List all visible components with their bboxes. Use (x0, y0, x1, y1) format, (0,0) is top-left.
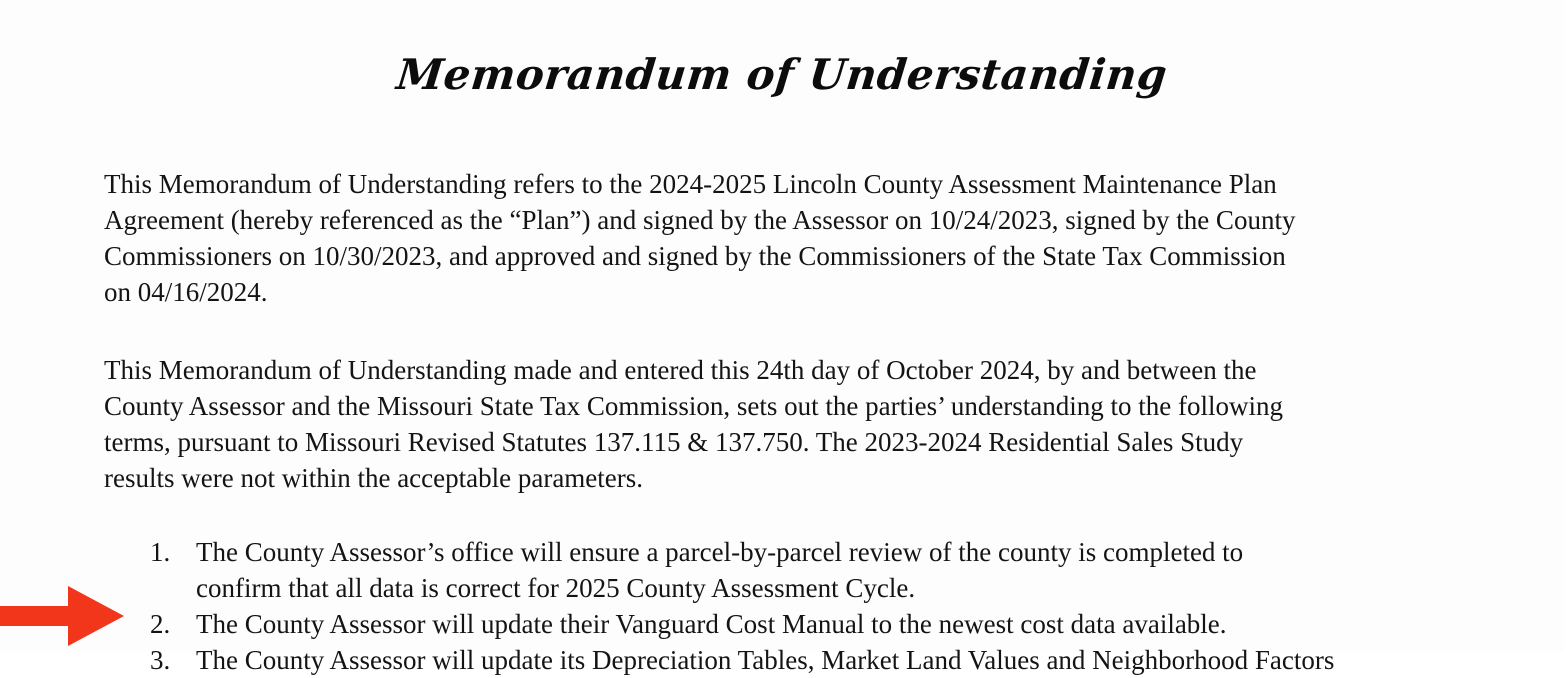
list-item (150, 606, 1510, 642)
intro-paragraph (104, 166, 1504, 310)
paragraph-line: Agreement (hereby referenced as the “Plan”) and signed by the Assessor on 10/24/2023, signed by the County (104, 205, 1296, 235)
document-title: Memorandum of Understanding (394, 50, 1170, 99)
paragraph-line: This Memorandum of Understanding refers to the 2024-2025 Lincoln County Assessment Maintenance Plan (104, 169, 1277, 199)
paragraph-line: Commissioners on 10/30/2023, and approved and signed by the Commissioners of the State Tax Commission (104, 241, 1286, 271)
paragraph-line: terms, pursuant to Missouri Revised Statutes 137.115 & 137.750. The 2023-2024 Residential Sales Study (104, 427, 1244, 457)
list-item (150, 642, 1510, 675)
terms-list (150, 534, 1510, 675)
paragraph-line: This Memorandum of Understanding made and entered this 24th day of October 2024, by and between the (104, 355, 1257, 385)
list-item-text: confirm that all data is correct for 2025 County Assessment Cycle. (196, 573, 916, 603)
arrow-shape (0, 586, 124, 646)
list-item-number: 1. (150, 537, 171, 567)
paragraph-line: County Assessor and the Missouri State Tax Commission, sets out the parties’ understanding to the following (104, 391, 1284, 421)
list-item (150, 534, 1510, 606)
list-item-text: The County Assessor’s office will ensure a parcel-by-parcel review of the county is completed to (196, 537, 1244, 567)
paragraph-line: on 04/16/2024. (104, 277, 268, 307)
list-item-text: The County Assessor will update their Vanguard Cost Manual to the newest cost data available. (196, 609, 1227, 639)
agreement-paragraph (104, 352, 1504, 496)
list-item-number: 3. (150, 645, 171, 675)
list-item-number: 2. (150, 609, 171, 639)
paragraph-line: results were not within the acceptable parameters. (104, 463, 644, 493)
list-item-text: The County Assessor will update its Depreciation Tables, Market Land Values and Neighborhood Factors (196, 645, 1335, 675)
right-arrow-icon (0, 580, 128, 652)
